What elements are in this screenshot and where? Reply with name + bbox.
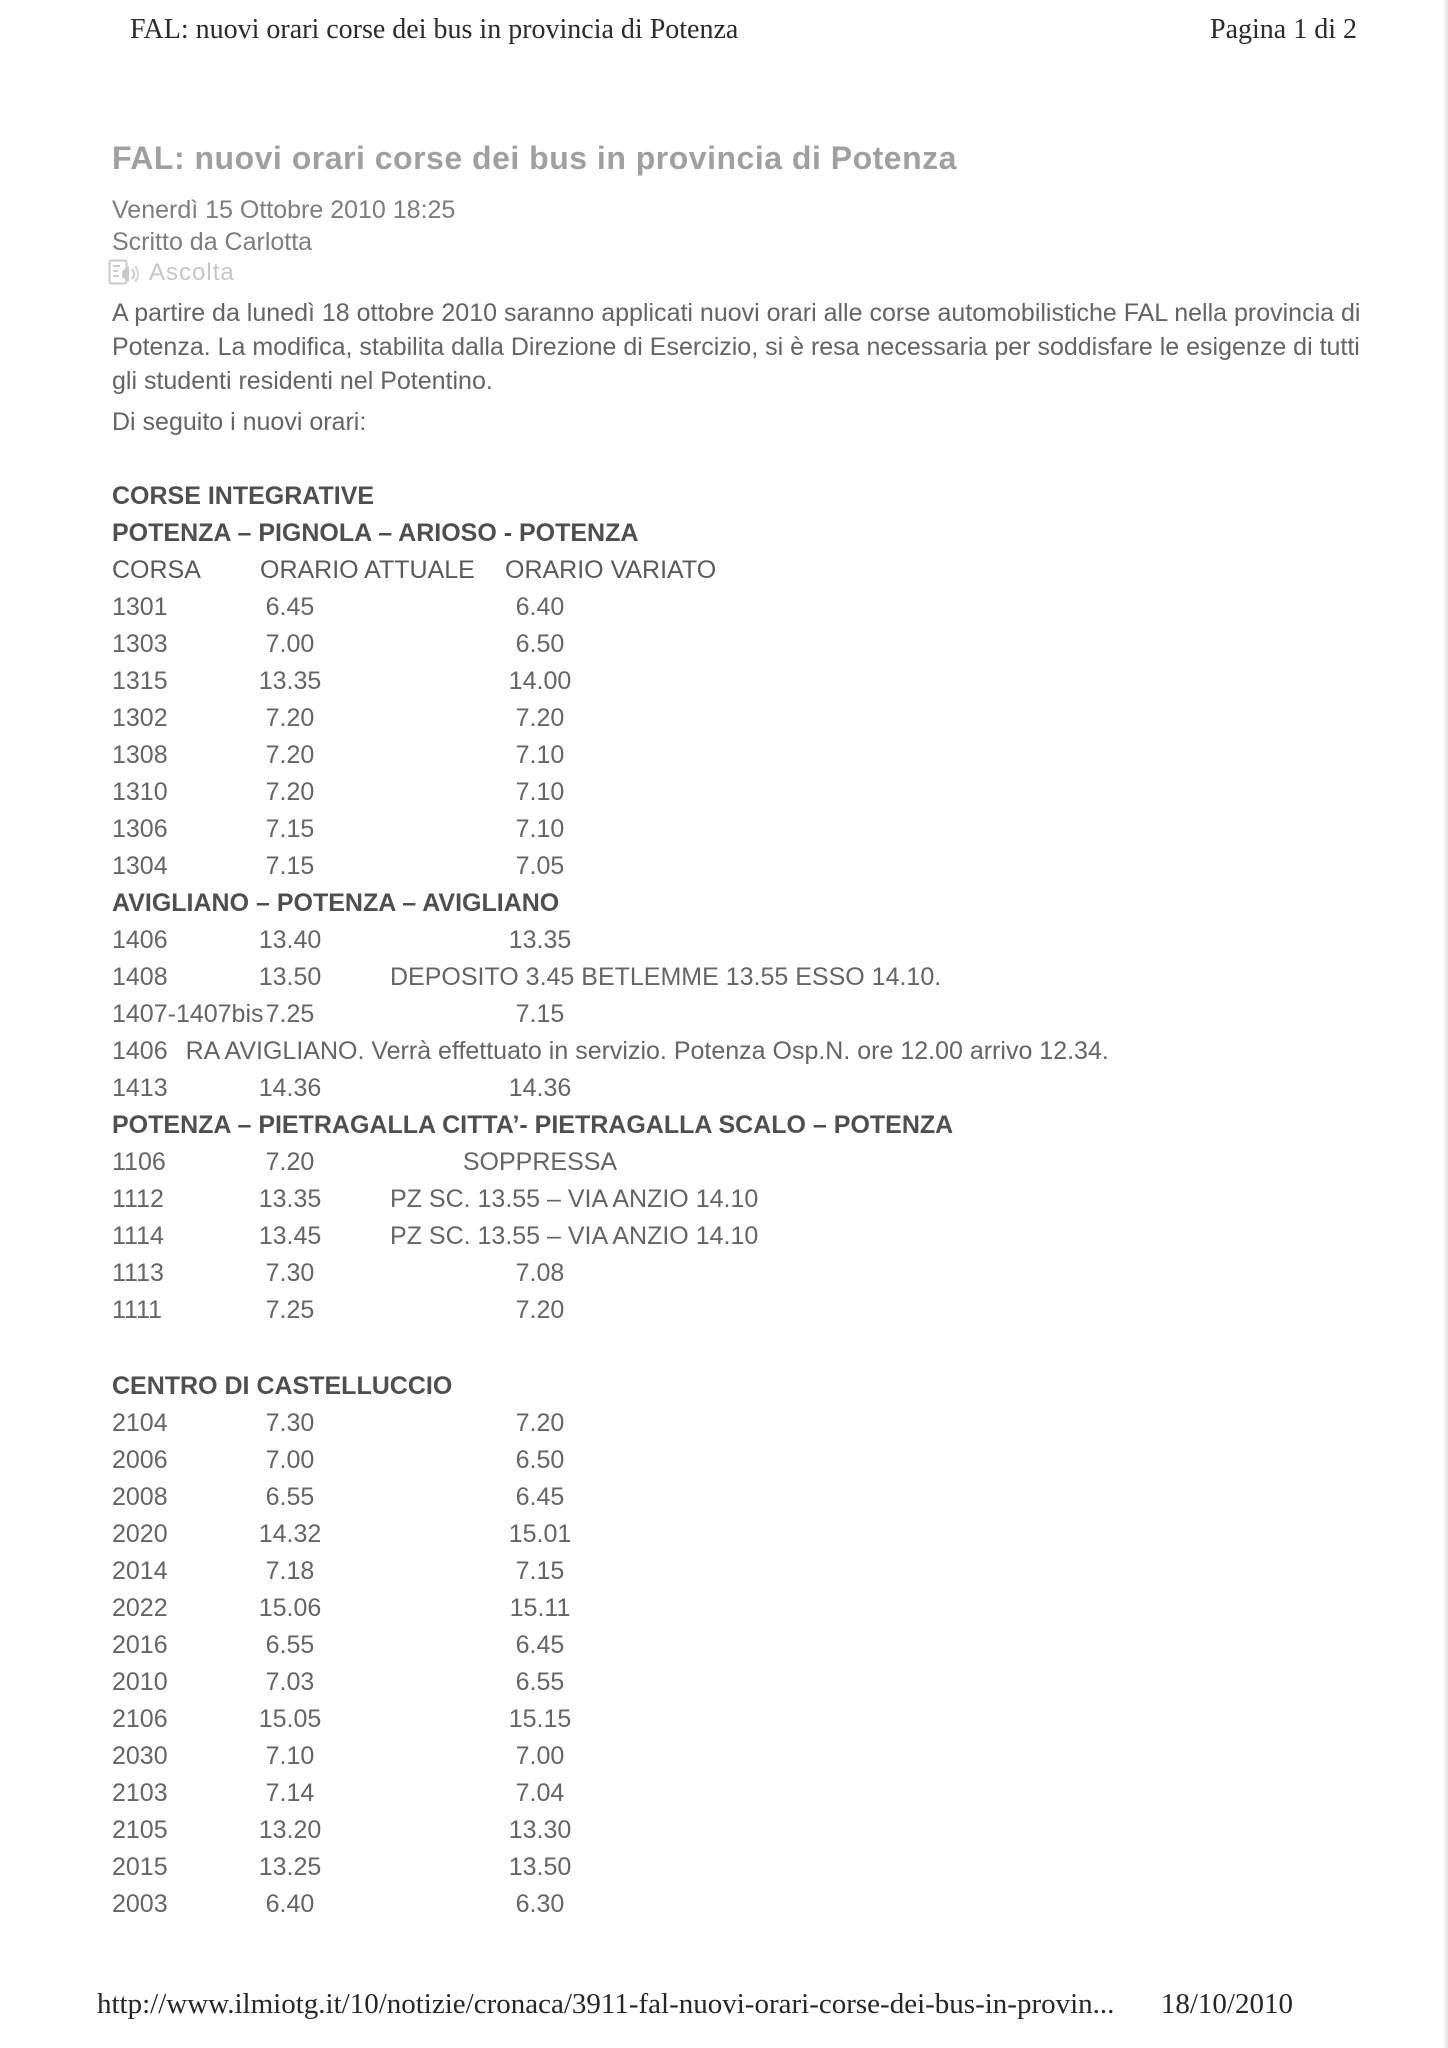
orario-attuale: 13.25 [258, 1853, 322, 1881]
orario-variato: 7.04 [515, 1779, 565, 1807]
schedule-row [112, 737, 1408, 774]
orario-attuale: 7.25 [265, 1296, 315, 1324]
orario-attuale: 7.15 [265, 852, 315, 880]
schedule-row [112, 959, 1408, 996]
orario-variato: 6.50 [515, 630, 565, 658]
corsa-number: 2104 [112, 1409, 168, 1437]
orario-attuale: 13.45 [258, 1222, 322, 1250]
orario-attuale: 7.30 [265, 1259, 315, 1287]
schedule-row [112, 1405, 1408, 1442]
orario-attuale: 7.18 [265, 1557, 315, 1585]
section-title: POTENZA – PIGNOLA – ARIOSO - POTENZA [112, 519, 639, 547]
corsa-number: 2014 [112, 1557, 168, 1585]
scan-edge-shadow [1442, 0, 1448, 2048]
orario-variato: PZ SC. 13.55 – VIA ANZIO 14.10 [390, 1222, 759, 1250]
schedule-section-2 [112, 1107, 1408, 1329]
article-date: Venerdì 15 Ottobre 2010 18:25 [112, 196, 456, 224]
schedule-row [112, 1218, 1408, 1255]
corsa-number: 1306 [112, 815, 168, 843]
orario-variato: 14.00 [508, 667, 572, 695]
schedule-row [112, 996, 1408, 1033]
orario-attuale: 14.32 [258, 1520, 322, 1548]
schedule-row [112, 1812, 1408, 1849]
orario-variato: 7.10 [515, 778, 565, 806]
schedule-row [112, 1664, 1408, 1701]
schedule-row [112, 663, 1408, 700]
schedule-row [112, 1886, 1408, 1923]
corsa-number: 2003 [112, 1890, 168, 1918]
corsa-number: 1406 [112, 1037, 168, 1065]
speaker-icon [108, 258, 142, 288]
print-footer [97, 1988, 1293, 2021]
orario-variato: 7.20 [515, 1409, 565, 1437]
schedule-row [112, 1849, 1408, 1886]
orario-variato: 13.50 [508, 1853, 572, 1881]
corsa-number: 1304 [112, 852, 168, 880]
corsa-number: 2015 [112, 1853, 168, 1881]
orario-attuale: 7.20 [265, 704, 315, 732]
article-title: FAL: nuovi orari corse dei bus in provincia di Potenza [112, 140, 957, 176]
orario-variato: 15.01 [508, 1520, 572, 1548]
corsa-number: 2030 [112, 1742, 168, 1770]
orario-attuale: 15.05 [258, 1705, 322, 1733]
column-header: ORARIO ATTUALE [260, 556, 475, 584]
section-title: POTENZA – PIETRAGALLA CITTA’- PIETRAGALLA SCALO – POTENZA [112, 1111, 954, 1139]
schedule-row [112, 1181, 1408, 1218]
footer-date: 18/10/2010 [1160, 1988, 1293, 2020]
schedule-row [112, 1738, 1408, 1775]
schedule-row [112, 774, 1408, 811]
orario-attuale: 7.15 [265, 815, 315, 843]
corsa-number: 1407-1407bis [112, 1000, 264, 1028]
schedule-row [112, 1292, 1408, 1329]
schedule-section-0 [112, 515, 1408, 885]
footer-url: http://www.ilmiotg.it/10/notizie/cronaca/3911-fal-nuovi-orari-corse-dei-bus-in-provin... [97, 1988, 1115, 2020]
print-header [130, 14, 1357, 46]
orario-attuale: 13.35 [258, 667, 322, 695]
schedule-row [112, 1701, 1408, 1738]
section-title: AVIGLIANO – POTENZA – AVIGLIANO [112, 889, 560, 917]
corsa-number: 1413 [112, 1074, 168, 1102]
orario-attuale: 7.30 [265, 1409, 315, 1437]
schedule-row [112, 848, 1408, 885]
orario-attuale: 6.40 [265, 1890, 315, 1918]
column-header: CORSA [112, 556, 201, 584]
orario-attuale: 7.10 [265, 1742, 315, 1770]
corsa-number: 1114 [112, 1222, 164, 1250]
schedule-row [112, 922, 1408, 959]
orario-variato: 7.10 [515, 815, 565, 843]
corsa-number: 1106 [112, 1148, 166, 1176]
orario-variato: 6.30 [515, 1890, 565, 1918]
orario-attuale: 7.14 [265, 1779, 315, 1807]
orario-variato: SOPPRESSA [462, 1148, 618, 1176]
schedule-row [112, 700, 1408, 737]
corsa-number: 1301 [112, 593, 168, 621]
schedule-row [112, 626, 1408, 663]
schedule-sections [112, 515, 1408, 1923]
orario-variato: 6.45 [515, 1483, 565, 1511]
lead-in-text: Di seguito i nuovi orari: [112, 408, 367, 436]
corsa-number: 1315 [112, 667, 168, 695]
corsa-number: 2008 [112, 1483, 168, 1511]
corsa-number: 1112 [112, 1185, 164, 1213]
section-title: CENTRO DI CASTELLUCCIO [112, 1372, 453, 1400]
orario-attuale: 7.00 [265, 630, 315, 658]
corsa-number: 1303 [112, 630, 168, 658]
orario-variato: 13.35 [508, 926, 572, 954]
corsa-number: 1408 [112, 963, 168, 991]
orario-variato: DEPOSITO 3.45 BETLEMME 13.55 ESSO 14.10. [390, 963, 942, 991]
orario-attuale: 13.40 [258, 926, 322, 954]
orario-attuale: 7.20 [265, 741, 315, 769]
corsa-number: 1308 [112, 741, 168, 769]
listen-label: Ascolta [149, 259, 235, 286]
orario-variato: 14.36 [508, 1074, 572, 1102]
orario-attuale: 13.20 [258, 1816, 322, 1844]
orario-attuale: 13.35 [258, 1185, 322, 1213]
orario-variato: 15.15 [508, 1705, 572, 1733]
orario-attuale: 7.00 [265, 1446, 315, 1474]
schedule-row [112, 1033, 1408, 1070]
schedule-row [112, 1144, 1408, 1181]
orario-attuale: 6.55 [265, 1631, 315, 1659]
listen-button [108, 258, 235, 288]
orario-attuale: 6.45 [265, 593, 315, 621]
orario-variato: 7.10 [515, 741, 565, 769]
corsa-number: 2106 [112, 1705, 168, 1733]
orario-variato: 7.15 [515, 1557, 565, 1585]
intro-paragraph: A partire da lunedì 18 ottobre 2010 saranno applicati nuovi orari alle corse automobilistiche FAL nella provincia di Potenza. La modifica, stabilita dalla Direzione di Esercizio, si è resa necessaria per soddisfare le esigenze di tutti gli studenti residenti nel Potentino. [112, 299, 1361, 395]
orario-variato: 7.15 [515, 1000, 565, 1028]
orario-attuale: 13.50 [258, 963, 322, 991]
orario-attuale: 14.36 [258, 1074, 322, 1102]
schedule-section-1 [112, 885, 1408, 1107]
schedule-section-3 [112, 1368, 1408, 1923]
schedule-row [112, 1442, 1408, 1479]
orario-variato: 7.20 [515, 1296, 565, 1324]
orario-variato: 7.08 [515, 1259, 565, 1287]
orario-variato: 6.40 [515, 593, 565, 621]
orario-variato: 7.05 [515, 852, 565, 880]
corsa-number: 2010 [112, 1668, 168, 1696]
column-header: ORARIO VARIATO [505, 556, 717, 584]
schedule-row [112, 1516, 1408, 1553]
schedule-row [112, 1627, 1408, 1664]
schedule-row [112, 589, 1408, 626]
orario-attuale: 7.25 [265, 1000, 315, 1028]
corsa-number: 2016 [112, 1631, 168, 1659]
corsa-number: 1406 [112, 926, 168, 954]
orario-variato: 13.30 [508, 1816, 572, 1844]
orario-variato: 15.11 [509, 1594, 571, 1622]
schedule-row [112, 1255, 1408, 1292]
print-header-title: FAL: nuovi orari corse dei bus in provincia di Potenza [130, 14, 739, 45]
corsa-number: 1310 [112, 778, 168, 806]
corsa-number: 1302 [112, 704, 168, 732]
corsa-number: 1111 [112, 1296, 163, 1324]
orario-variato: 7.00 [515, 1742, 565, 1770]
corsa-number: 2006 [112, 1446, 168, 1474]
column-header-row [112, 552, 1408, 589]
corsa-number: 2022 [112, 1594, 168, 1622]
corsa-number: 2103 [112, 1779, 168, 1807]
print-header-page-number: Pagina 1 di 2 [1210, 14, 1357, 45]
corsa-number: 2020 [112, 1520, 168, 1548]
orario-attuale: 7.03 [265, 1668, 315, 1696]
article-author: Scritto da Carlotta [112, 228, 313, 256]
schedule-table [112, 478, 1408, 1923]
row-note: RA AVIGLIANO. Verrà effettuato in servizio. Potenza Osp.N. ore 12.00 arrivo 12.34. [185, 1037, 1109, 1065]
orario-attuale: 15.06 [258, 1594, 322, 1622]
schedule-row [112, 1479, 1408, 1516]
orario-variato: 6.55 [515, 1668, 565, 1696]
schedule-row [112, 1553, 1408, 1590]
schedule-row [112, 1775, 1408, 1812]
schedule-main-title: CORSE INTEGRATIVE [112, 482, 375, 510]
schedule-row [112, 1590, 1408, 1627]
corsa-number: 2105 [112, 1816, 168, 1844]
orario-attuale: 7.20 [265, 1148, 315, 1176]
orario-attuale: 7.20 [265, 778, 315, 806]
schedule-row [112, 1070, 1408, 1107]
schedule-row [112, 811, 1408, 848]
orario-variato: PZ SC. 13.55 – VIA ANZIO 14.10 [390, 1185, 759, 1213]
orario-variato: 7.20 [515, 704, 565, 732]
corsa-number: 1113 [112, 1259, 164, 1287]
orario-variato: 6.45 [515, 1631, 565, 1659]
orario-variato: 6.50 [515, 1446, 565, 1474]
orario-attuale: 6.55 [265, 1483, 315, 1511]
